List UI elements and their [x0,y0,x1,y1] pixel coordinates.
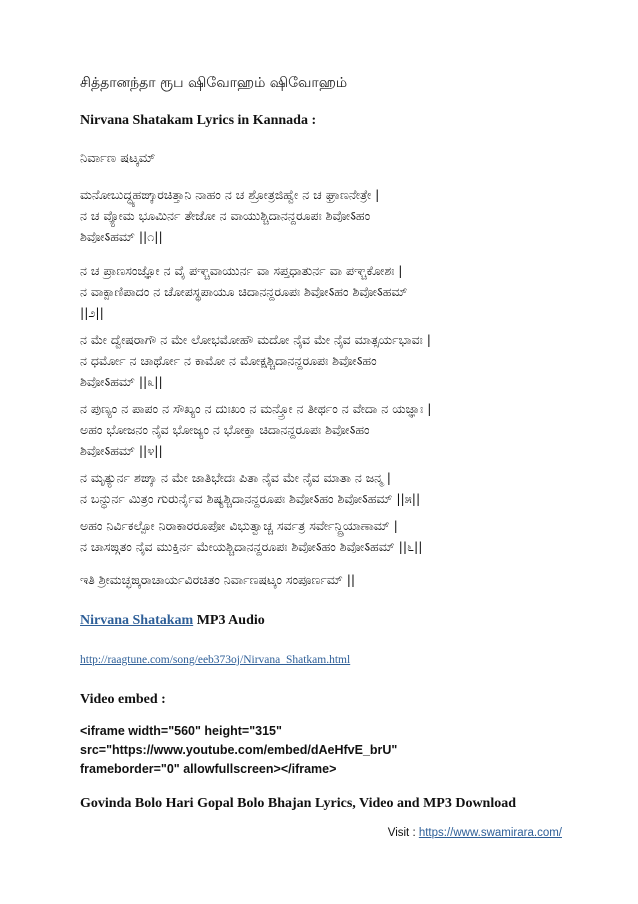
verse-line: ಅಹಂ ಭೋಜನಂ ನೈವ ಭೋಜ್ಯಂ ನ ಭೋಕ್ತಾ ಚಿದಾನನ್ದರೂಪಃ ಶಿವೋऽಹಂ [80,422,370,437]
verse-5 [80,467,562,509]
verse-line: ಅಹಂ ನಿರ್ವಿಕಲ್ಪೋ ನಿರಾಕಾರರೂಪೋ ವಿಭುತ್ವಾಚ್ಚ ಸರ್ವತ್ರ ಸರ್ವೇನ್ದ್ರಿಯಾಣಾಮ್ | [80,518,398,533]
verse-line: ನ ಚ ಪ್ರಾಣಸಂಜ್ಞೋ ನ ವೈ ಪಞ್ಚವಾಯುರ್ನ ವಾ ಸಪ್ತಧಾತುರ್ನ ವಾ ಪಞ್ಚಕೋಶಃ | [80,263,403,278]
verse-3 [80,329,562,392]
mp3-url-link[interactable]: http://raagtune.com/song/eeb373oj/Nirvana_Shatkam.html [80,654,351,666]
tamil-title: சித்தானந்தா ரூப ஷிவோஹம் ஷிவோஹம் [80,75,348,91]
verse-line: ನ ಪುಣ್ಯಂ ನ ಪಾಪಂ ನ ಸೌಖ್ಯಂ ನ ದುಃಖಂ ನ ಮನ್ತ್ರೋ ನ ತೀರ್ಥಂ ನ ವೇದಾ ನ ಯಜ್ಞಾಃ | [80,401,432,416]
verse-line: ನ ಚಾಸಙ್ಗತಂ ನೈವ ಮುಕ್ತಿರ್ನ ಮೇಯಶ್ಚಿದಾನನ್ದರೂಪಃ ಶಿವೋऽಹಂ ಶಿವೋऽಹಮ್ ||೬|| [80,539,423,554]
next-heading: Govinda Bolo Hari Gopal Bolo Bhajan Lyrics, Video and MP3 Download [80,796,517,811]
video-heading: Video embed : [80,692,166,707]
nirvana-shatakam-link[interactable]: Nirvana Shatakam [80,613,194,628]
verse-line: ನ ಧರ್ಮೋ ನ ಚಾರ್ಥೋ ನ ಕಾಮೋ ನ ಮೋಕ್ಷಶ್ಚಿದಾನನ್ದರೂಪಃ ಶಿವೋऽಹಂ [80,353,377,368]
closing-line: ಇತಿ ಶ್ರೀಮಚ್ಛಙ್ಕರಾಚಾರ್ಯವಿರಚಿತಂ ನಿರ್ವಾಣಷಟ್ಕಂ ಸಂಪೂರ್ಣಮ್ || [80,572,356,587]
footer-link[interactable]: https://www.swamirara.com/ [418,827,562,839]
embed-line: src="https://www.youtube.com/embed/dAeHfvE_brU" [80,743,398,757]
mp3-label: MP3 Audio [193,613,265,628]
verse-line: ನ ವಾಕ್ಪಾಣಿಪಾದಂ ನ ಚೋಪಸ್ಥಪಾಯೂ ಚಿದಾನನ್ದರೂಪಃ ಶಿವೋऽಹಂ ಶಿವೋऽಹಮ್ [80,284,408,299]
footer [388,827,562,839]
embed-line: <iframe width="560" height="315" [80,724,282,738]
embed-line: frameborder="0" allowfullscreen></iframe> [80,762,337,776]
verse-line: ನ ಮೇ ದ್ವೇಷರಾಗೌ ನ ಮೇ ಲೋಭಮೋಹೌ ಮದೋ ನೈವ ಮೇ ನೈವ ಮಾತ್ಸರ್ಯಭಾವಃ | [80,332,431,347]
verse-4 [80,398,562,461]
verse-2 [80,260,562,323]
footer-label: Visit : [387,827,419,839]
verse-line: ನ ಬನ್ಧುರ್ನ ಮಿತ್ರಂ ಗುರುರ್ನೈವ ಶಿಷ್ಯಶ್ಚಿದಾನನ್ದರೂಪಃ ಶಿವೋऽಹಂ ಶಿವೋऽಹಮ್ ||೫|| [80,491,421,506]
verse-1 [80,184,562,247]
verse-line: ||೨|| [80,305,104,320]
verse-line: ನ ಚ ವ್ಯೋಮ ಭೂಮಿರ್ನ ತೇಜೋ ನ ವಾಯುಶ್ಚಿದಾನನ್ದರೂಪಃ ಶಿವೋऽಹಂ [80,208,371,223]
verse-6 [80,515,562,557]
verse-line: ಶಿವೋऽಹಮ್ ||೧|| [80,229,163,244]
verse-line: ನ ಮೃತ್ಯುರ್ನ ಶಙ್ಕಾ ನ ಮೇ ಜಾತಿಭೇದಃ ಪಿತಾ ನೈವ ಮೇ ನೈವ ಮಾತಾ ನ ಜನ್ಮ | [80,470,392,485]
embed-code [80,722,562,779]
verse-line: ಮನೋಬುದ್ಧ್ಯಹಙ್ಕಾರಚಿತ್ತಾನಿ ನಾಹಂ ನ ಚ ಶ್ರೋತ್ರಜಿಹ್ವೇ ನ ಚ ಘ್ರಾಣನೇತ್ರೇ | [80,187,380,202]
verse-line: ಶಿವೋऽಹಮ್ ||೩|| [80,374,163,389]
mp3-heading [80,612,562,630]
verse-line: ಶಿವೋऽಹಮ್ ||೪|| [80,443,163,458]
lyrics-heading: Nirvana Shatakam Lyrics in Kannada : [80,113,317,128]
kannada-title: ನಿರ್ವಾಣ ಷಟ್ಕಮ್ [80,151,156,166]
